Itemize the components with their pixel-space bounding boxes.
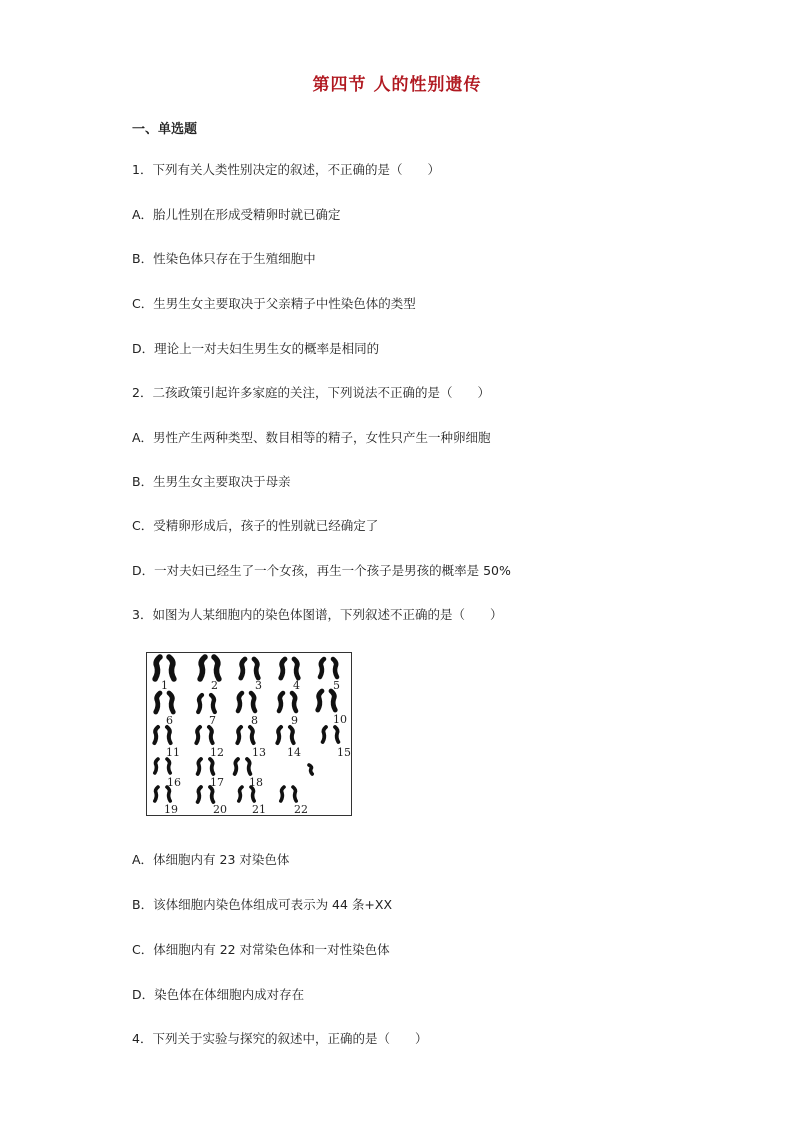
chromosome	[210, 759, 213, 774]
chromosome	[281, 659, 285, 678]
chromosome-pair-16	[155, 759, 170, 773]
chromosome-pair-7	[198, 695, 215, 712]
question-2-option-a: A．男性产生两种类型、数目相等的精子，女性只产生一种卵细胞	[132, 430, 491, 445]
karyotype-figure	[146, 652, 352, 816]
question-1-option-d: D．理论上一对夫妇生男生女的概率是相同的	[132, 341, 380, 356]
question-2-option-c: C．受精卵形成后，孩子的性别就已经确定了	[132, 518, 379, 533]
chromosome	[198, 695, 202, 712]
chromosome	[156, 693, 160, 712]
chromosome	[292, 693, 296, 711]
chromosome-pair-6	[156, 693, 174, 712]
chromosome-number-label: 18	[249, 776, 263, 789]
chromosome-number-label: 21	[252, 803, 266, 815]
chromosome	[335, 727, 338, 742]
chromosome-number-label: 15	[337, 746, 351, 759]
chromosome	[155, 787, 158, 801]
chromosome	[169, 657, 174, 679]
chromosome-pair-15	[323, 727, 339, 742]
question-1-stem: 1．下列有关人类性别决定的叙述，不正确的是（ ）	[132, 162, 440, 177]
chromosome-number-label: 7	[209, 714, 216, 727]
chromosome-number-label: 17	[210, 776, 224, 789]
chromosome-number-label: 1	[161, 679, 168, 692]
chromosome-number-label: 6	[166, 714, 173, 727]
chromosome	[279, 693, 283, 711]
question-3-option-c: C．体细胞内有 22 对常染色体和一对性染色体	[132, 942, 390, 957]
chromosome-number-label: 10	[333, 713, 347, 726]
chromosome-pair-22	[281, 787, 296, 801]
question-2-option-b: B．生男生女主要取决于母亲	[132, 474, 291, 489]
chromosome	[293, 787, 296, 801]
question-1-option-c: C．生男生女主要取决于父亲精子中性染色体的类型	[132, 296, 416, 311]
chromosome-pair-8	[238, 693, 255, 711]
chromosome-number-label: 22	[294, 803, 308, 815]
chromosome	[239, 787, 242, 801]
chromosome-number-label: 5	[333, 679, 340, 692]
karyotype-drawing	[147, 653, 351, 815]
chromosome-number-label: 13	[252, 746, 266, 759]
chromosome-pair-12	[196, 727, 212, 743]
chromosome	[290, 727, 294, 743]
question-1-option-b: B．性染色体只存在于生殖细胞中	[132, 251, 316, 266]
chromosome	[154, 727, 158, 743]
chromosome-pair-1	[155, 657, 174, 679]
chromosome-pair-3	[241, 659, 259, 678]
chromosome	[214, 657, 219, 679]
chromosome	[155, 657, 160, 679]
chromosome-number-label: 19	[164, 803, 178, 815]
chromosome	[211, 695, 215, 712]
chromosome	[254, 659, 258, 678]
chromosome-pair-13	[237, 727, 253, 743]
chromosome-number-label: 12	[210, 746, 224, 759]
chromosome-pair-17	[198, 759, 214, 774]
chromosome-number-label: 16	[167, 776, 181, 789]
question-1-option-a: A．胎儿性别在形成受精卵时就已确定	[132, 207, 341, 222]
chromosome-pair-18	[235, 759, 251, 774]
chromosome	[241, 659, 245, 678]
chromosome-number-label: 3	[255, 679, 262, 692]
page-title: 第四节 人的性别遗传	[312, 75, 482, 95]
chromosome	[209, 727, 213, 743]
chromosome-number-label: 8	[251, 714, 258, 727]
chromosome	[155, 759, 158, 773]
question-4-stem: 4．下列关于实验与探究的叙述中，正确的是（ ）	[132, 1031, 428, 1046]
chromosome	[251, 693, 255, 711]
chromosome	[333, 659, 337, 677]
chromosome	[169, 693, 173, 712]
chromosome	[238, 693, 242, 711]
chromosome	[198, 787, 201, 802]
single-chromosome-mark	[309, 765, 312, 774]
chromosome	[200, 657, 205, 679]
chromosome-number-label: 11	[166, 746, 180, 759]
chromosome-number-label: 14	[287, 746, 301, 759]
chromosome	[331, 691, 335, 710]
section-heading: 一、单选题	[132, 122, 198, 137]
chromosome	[167, 787, 170, 801]
chromosome	[281, 787, 284, 801]
chromosome-pair-2	[200, 657, 219, 679]
chromosome	[250, 727, 254, 743]
chromosome	[235, 759, 238, 774]
chromosome	[247, 759, 250, 774]
chromosome	[318, 691, 322, 710]
question-2-option-d: D．一对夫妇已经生了一个女孩，再生一个孩子是男孩的概率是 50%	[132, 563, 511, 578]
chromosome-pair-10	[318, 691, 336, 710]
chromosome	[251, 787, 254, 801]
chromosome-number-label: 20	[213, 803, 227, 815]
chromosome	[167, 727, 171, 743]
chromosome-pair-14	[277, 727, 293, 743]
chromosome-pair-4	[281, 659, 299, 678]
chromosome	[320, 659, 324, 677]
chromosome	[196, 727, 200, 743]
chromosome	[237, 727, 241, 743]
chromosome	[294, 659, 298, 678]
chromosome-pair-9	[279, 693, 296, 711]
chromosome-pair-21	[239, 787, 254, 801]
chromosome-number-label: 9	[291, 714, 298, 727]
chromosome-pair-20	[198, 787, 214, 802]
chromosome-number-label: 2	[211, 679, 218, 692]
question-2-stem: 2．二孩政策引起许多家庭的关注，下列说法不正确的是（ ）	[132, 385, 490, 400]
question-3-option-a: A．体细胞内有 23 对染色体	[132, 852, 290, 867]
chromosome	[323, 727, 326, 742]
chromosome	[277, 727, 281, 743]
chromosome	[167, 759, 170, 773]
chromosome	[198, 759, 201, 774]
question-3-option-b: B．该体细胞内染色体组成可表示为 44 条+XX	[132, 897, 393, 912]
chromosome-pair-19	[155, 787, 170, 801]
chromosome-pair-5	[320, 659, 337, 677]
question-3-stem: 3．如图为人某细胞内的染色体图谱，下列叙述不正确的是（ ）	[132, 607, 503, 622]
question-3-option-d: D．染色体在体细胞内成对存在	[132, 987, 305, 1002]
chromosome	[210, 787, 213, 802]
chromosome-pair-11	[154, 727, 170, 743]
chromosome-number-label: 4	[293, 679, 300, 692]
